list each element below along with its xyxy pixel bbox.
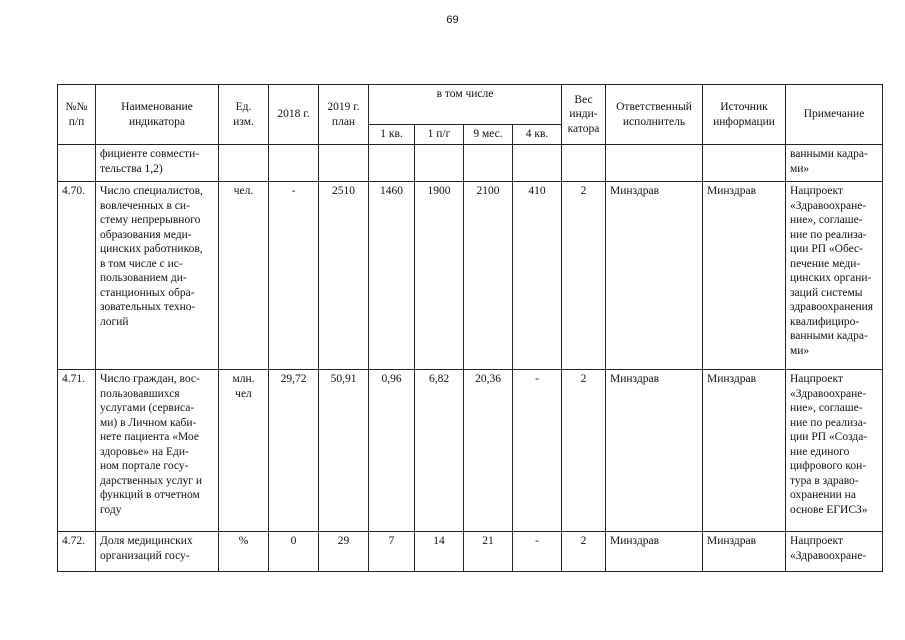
row-q1: 7 [369, 532, 415, 572]
row-9m: 21 [464, 532, 513, 572]
row-q4: 410 [513, 182, 562, 370]
indicator-table [57, 84, 883, 572]
header-q1: 1 кв. [369, 125, 415, 145]
row-unit: млн. чел [219, 370, 269, 532]
header-q4: 4 кв. [513, 125, 562, 145]
header-weight: Вес инди- катора [562, 85, 606, 145]
row-h1: 1900 [415, 182, 464, 370]
row-weight: 2 [562, 532, 606, 572]
row-name: Доля медицинских организаций госу- [96, 532, 219, 572]
row-source [703, 145, 786, 182]
header-h1: 1 п/г [415, 125, 464, 145]
header-2018: 2018 г. [269, 85, 319, 145]
row-note: ванными кадра- ми» [786, 145, 883, 182]
header-including: в том числе [369, 85, 562, 125]
row-name: Число специалистов, вовлеченных в си- стему непрерывного образования меди- цинских работников, в том числе с ис- пользованием ди- станционных обра- зовательных техно- логий [96, 182, 219, 370]
table-row [58, 532, 883, 572]
row-q4: - [513, 532, 562, 572]
row-unit [219, 145, 269, 182]
header-num: №№ п/п [58, 85, 96, 145]
row-source: Минздрав [703, 370, 786, 532]
header-source: Источник информации [703, 85, 786, 145]
row-source: Минздрав [703, 182, 786, 370]
row-2019: 2510 [319, 182, 369, 370]
row-note: Нацпроект «Здравоохране- ние», соглаше- ние по реализа- ции РП «Обес- печение меди- цинских органи- заций системы здравоохранения квалифициро- ванными кадра- ми» [786, 182, 883, 370]
row-num: 4.71. [58, 370, 96, 532]
row-q1 [369, 145, 415, 182]
row-weight: 2 [562, 370, 606, 532]
row-9m [464, 145, 513, 182]
row-9m: 2100 [464, 182, 513, 370]
table-row [58, 370, 883, 532]
header-executor: Ответственный исполнитель [606, 85, 703, 145]
row-num: 4.72. [58, 532, 96, 572]
row-name: Число граждан, вос- пользовавшихся услугами (сервиса- ми) в Личном каби- нете пациента «Мое здоровье» на Еди- ном портале госу- дарственных услуг и функций в отчетном году [96, 370, 219, 532]
header-unit: Ед. изм. [219, 85, 269, 145]
row-num: 4.70. [58, 182, 96, 370]
row-h1: 14 [415, 532, 464, 572]
row-note: Нацпроект «Здравоохране- [786, 532, 883, 572]
row-h1: 6,82 [415, 370, 464, 532]
row-unit: % [219, 532, 269, 572]
row-2019: 50,91 [319, 370, 369, 532]
row-weight: 2 [562, 182, 606, 370]
row-num [58, 145, 96, 182]
header-name: Наименование индикатора [96, 85, 219, 145]
row-q1: 1460 [369, 182, 415, 370]
table-row [58, 145, 883, 182]
row-executor: Минздрав [606, 370, 703, 532]
row-2018: - [269, 182, 319, 370]
header-2019-plan: 2019 г. план [319, 85, 369, 145]
row-executor: Минздрав [606, 182, 703, 370]
row-q1: 0,96 [369, 370, 415, 532]
row-unit: чел. [219, 182, 269, 370]
row-note: Нацпроект «Здравоохране- ние», соглаше- ние по реализа- ции РП «Созда- ние единого цифрового кон- тура в здраво- охранении на основе ЕГИСЗ» [786, 370, 883, 532]
row-2018: 29,72 [269, 370, 319, 532]
row-q4 [513, 145, 562, 182]
row-name: фициенте совмести- тельства 1,2) [96, 145, 219, 182]
row-weight [562, 145, 606, 182]
header-note: Примечание [786, 85, 883, 145]
table-header-row [58, 85, 883, 125]
row-h1 [415, 145, 464, 182]
row-2018 [269, 145, 319, 182]
table-row [58, 182, 883, 370]
row-source: Минздрав [703, 532, 786, 572]
row-q4: - [513, 370, 562, 532]
page-number: 69 [446, 14, 459, 26]
row-executor [606, 145, 703, 182]
row-2019 [319, 145, 369, 182]
row-2019: 29 [319, 532, 369, 572]
row-executor: Минздрав [606, 532, 703, 572]
row-2018: 0 [269, 532, 319, 572]
header-9m: 9 мес. [464, 125, 513, 145]
row-9m: 20,36 [464, 370, 513, 532]
